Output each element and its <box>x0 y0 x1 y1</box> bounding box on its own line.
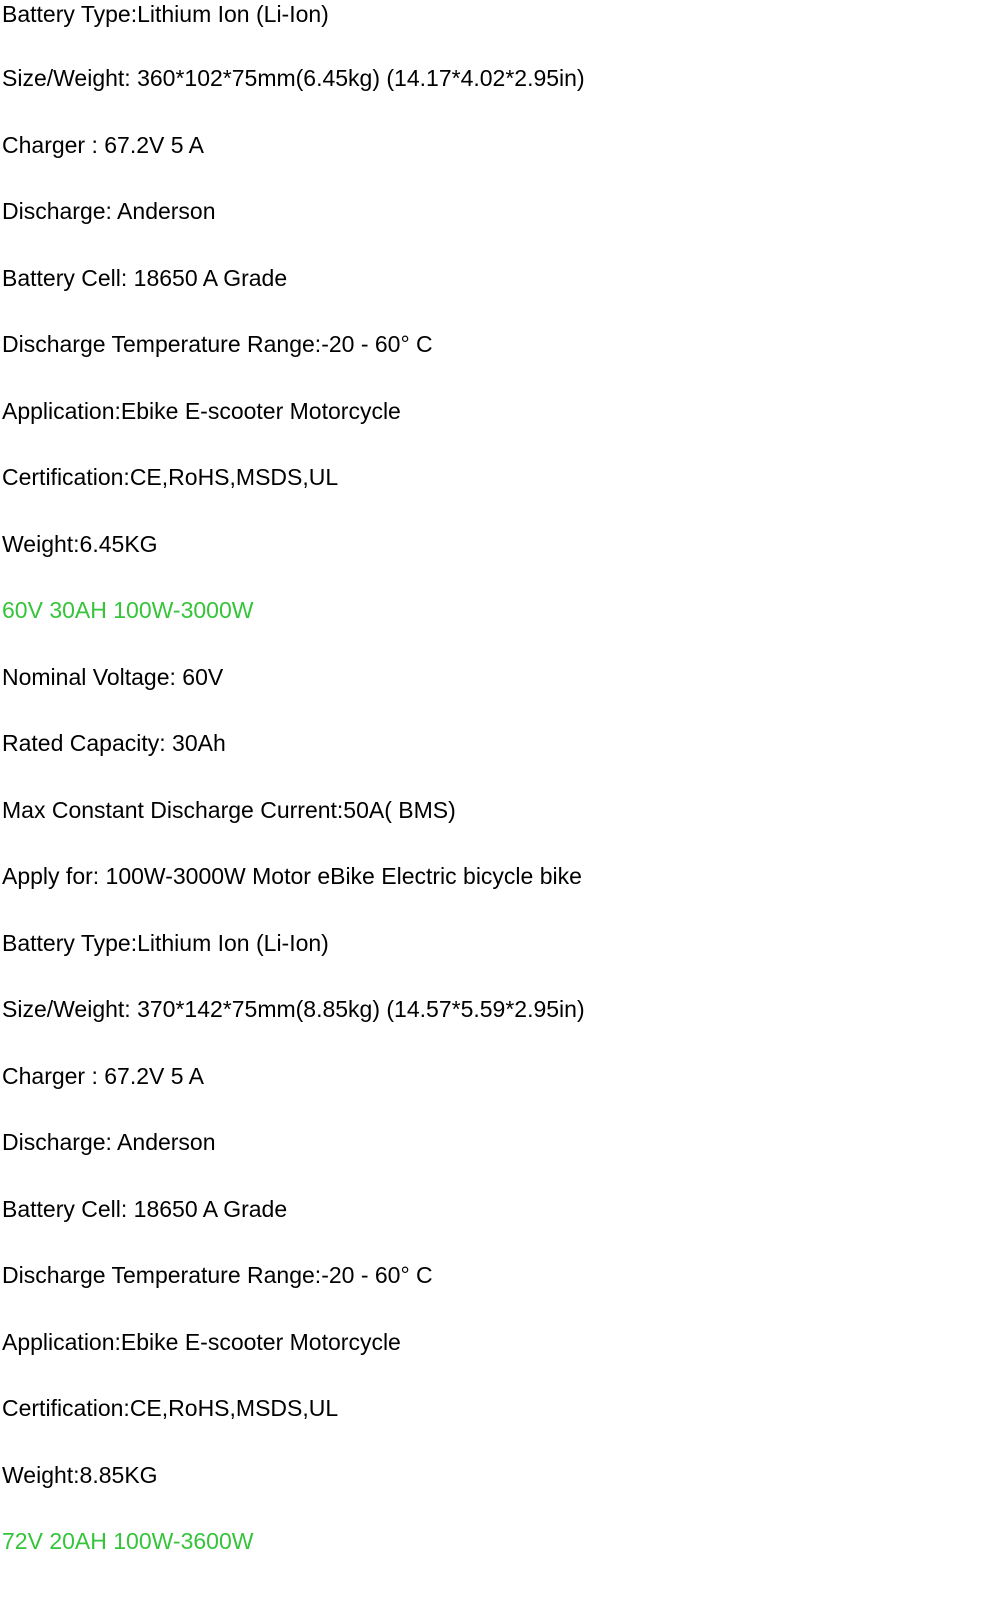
spec-line-application: Application:Ebike E-scooter Motorcycle <box>2 1329 401 1355</box>
spec-line-size-weight: Size/Weight: 360*102*75mm(6.45kg) (14.17*4.02*2.95in) <box>2 65 585 91</box>
spec-line-certification: Certification:CE,RoHS,MSDS,UL <box>2 1395 339 1421</box>
spec-line-max-discharge-current: Max Constant Discharge Current:50A( BMS) <box>2 797 456 823</box>
spec-line-weight: Weight:8.85KG <box>2 1462 158 1488</box>
spec-line-battery-cell: Battery Cell: 18650 A Grade <box>2 1196 288 1222</box>
spec-line-size-weight: Size/Weight: 370*142*75mm(8.85kg) (14.57*5.59*2.95in) <box>2 996 585 1022</box>
spec-line-rated-capacity: Rated Capacity: 30Ah <box>2 730 226 756</box>
product-heading-60v: 60V 30AH 100W-3000W <box>2 597 254 623</box>
spec-line-weight: Weight:6.45KG <box>2 531 158 557</box>
spec-line-nominal-voltage: Nominal Voltage: 60V <box>2 664 224 690</box>
spec-line-application: Application:Ebike E-scooter Motorcycle <box>2 398 401 424</box>
product-heading-72v: 72V 20AH 100W-3600W <box>2 1528 254 1554</box>
spec-line-discharge: Discharge: Anderson <box>2 198 216 224</box>
spec-line-temperature-range: Discharge Temperature Range:-20 - 60° C <box>2 1262 433 1288</box>
spec-line-discharge: Discharge: Anderson <box>2 1129 216 1155</box>
spec-line-battery-type: Battery Type:Lithium Ion (Li-Ion) <box>2 930 329 956</box>
spec-line-charger: Charger : 67.2V 5 A <box>2 132 205 158</box>
spec-line-charger: Charger : 67.2V 5 A <box>2 1063 205 1089</box>
spec-line-certification: Certification:CE,RoHS,MSDS,UL <box>2 464 339 490</box>
spec-line-battery-cell: Battery Cell: 18650 A Grade <box>2 265 288 291</box>
spec-line-temperature-range: Discharge Temperature Range:-20 - 60° C <box>2 331 433 357</box>
spec-line-battery-type: Battery Type:Lithium Ion (Li-Ion) <box>2 1 329 27</box>
spec-line-apply-for: Apply for: 100W-3000W Motor eBike Electric bicycle bike <box>2 863 582 889</box>
